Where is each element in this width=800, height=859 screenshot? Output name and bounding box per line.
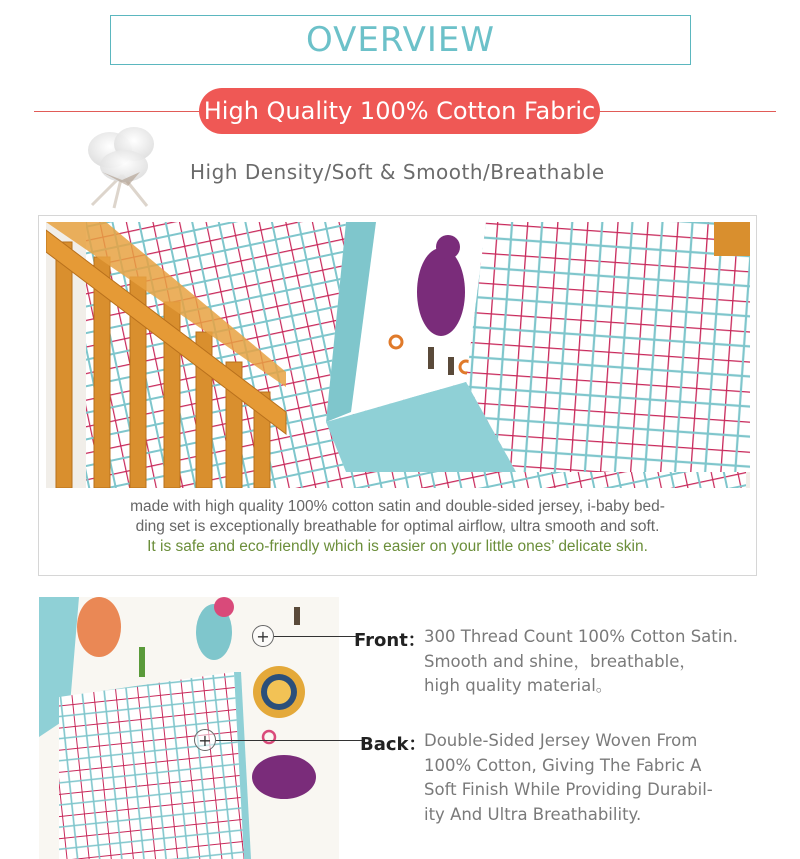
front-desc-line-3: high quality material。: [424, 676, 613, 695]
front-desc-line-2: Smooth and shine，breathable，: [424, 651, 696, 671]
main-product-panel: [38, 215, 757, 576]
fabric-caption: [39, 497, 756, 557]
overview-title: OVERVIEW: [305, 20, 496, 60]
crib-bedding-photo: [46, 222, 750, 488]
back-desc-line-3: Soft Finish While Providing Durabil-: [424, 780, 713, 799]
features-subtitle: High Density/Soft & Smooth/Breathable: [190, 160, 605, 184]
front-label: Front：: [354, 630, 426, 651]
front-leader-line: [274, 636, 356, 637]
back-plus-circle-icon: +: [194, 729, 216, 751]
caption-line-2: ding set is exceptionally breathable for optimal airflow, ultra smooth and soft.: [135, 518, 660, 535]
back-desc-line-1: Double-Sided Jersey Woven From: [424, 731, 698, 750]
overview-header: [110, 15, 691, 65]
back-description: [424, 729, 713, 827]
cotton-boll-icon: [52, 120, 192, 210]
front-desc-line-1: 300 Thread Count 100% Cotton Satin.: [424, 627, 739, 646]
back-desc-line-4: ity And Ultra Breathability.: [424, 804, 642, 824]
back-label: Back：: [360, 734, 427, 755]
front-description: [424, 625, 738, 699]
caption-line-1: made with high quality 100% cotton satin and double-sided jersey, i-baby bed-: [130, 498, 665, 515]
front-plus-circle-icon: +: [252, 625, 274, 647]
caption-line-3: It is safe and eco-friendly which is easier on your little ones’ delicate skin.: [147, 538, 648, 555]
back-leader-line: [216, 740, 362, 741]
fabric-banner: [199, 88, 600, 134]
back-desc-line-2: 100% Cotton, Giving The Fabric A: [424, 755, 702, 775]
fabric-banner-label: High Quality 100% Cotton Fabric: [203, 97, 596, 125]
